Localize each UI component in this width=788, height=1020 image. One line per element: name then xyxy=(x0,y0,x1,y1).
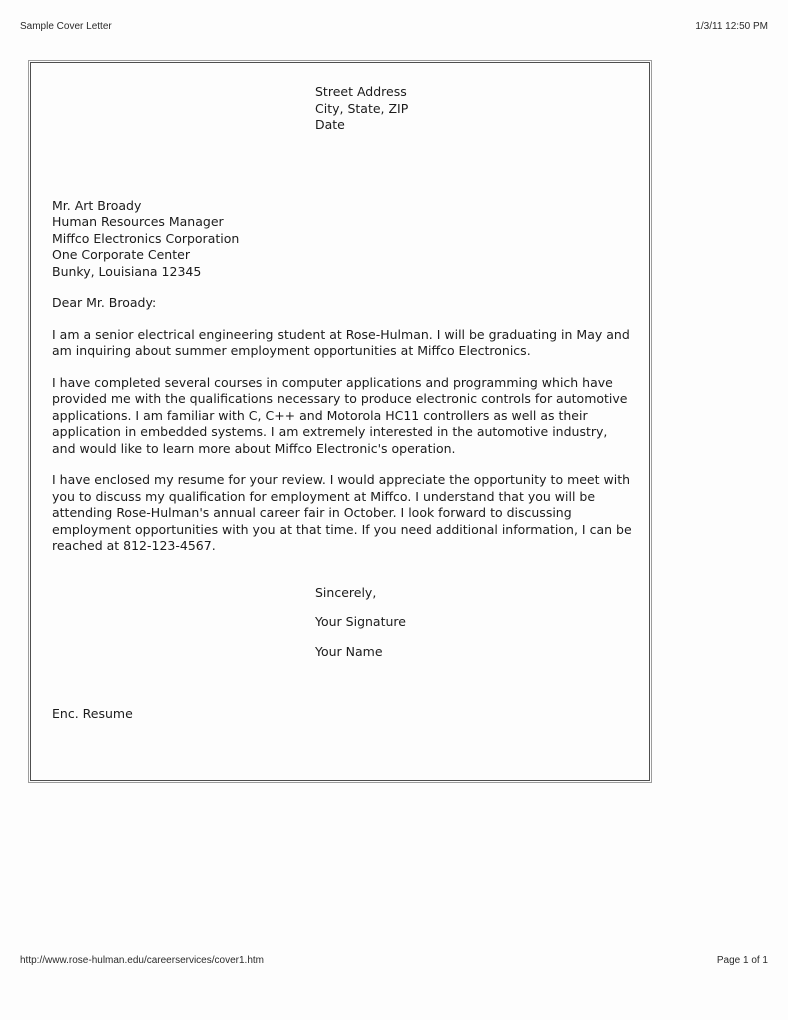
print-timestamp: 1/3/11 12:50 PM xyxy=(695,21,768,32)
body-paragraph-1: I am a senior electrical engineering student at Rose-Hulman. I will be graduating in May and am inquiring about summer employment opportunities at Miffco Electronics. xyxy=(52,326,630,358)
enclosure-note: Enc. Resume xyxy=(52,706,133,721)
print-footer xyxy=(20,955,768,966)
recipient-address-block xyxy=(52,198,632,281)
salutation: Dear Mr. Broady: xyxy=(52,295,157,310)
sender-address-line: Street Address xyxy=(315,84,407,99)
body-paragraph-2: I have completed several courses in computer applications and programming which have provided me with the qualifications necessary to produce electronic controls for automotive applications. I am familiar with C, C++ and Motorola HC11 controllers as well as their application in embedded systems. I am extremely interested in the automotive industry, and would like to learn more about Miffco Electronic's operation. xyxy=(52,374,628,456)
letter-page-frame xyxy=(28,60,652,783)
sender-address-line: City, State, ZIP xyxy=(315,100,409,116)
print-header xyxy=(20,21,768,32)
body-paragraph-3: I have enclosed my resume for your review. I would appreciate the opportunity to meet with you to discuss my qualification for employment at Miffco. I understand that you will be attending Rose-Hulman's annual career fair in October. I look forward to discussing employment opportunities with you at that time. If you need additional information, I can be reached at 812-123-4567. xyxy=(52,472,632,553)
signature-placeholder: Your Signature xyxy=(315,614,406,629)
recipient-company: Miffco Electronics Corporation xyxy=(52,230,240,246)
letter-page xyxy=(30,62,650,781)
document-title: Sample Cover Letter xyxy=(20,21,112,32)
recipient-title: Human Resources Manager xyxy=(52,214,224,229)
recipient-city: Bunky, Louisiana 12345 xyxy=(52,263,202,279)
footer-url: http://www.rose-hulman.edu/careerservices/cover1.htm xyxy=(20,955,264,966)
footer-page-number: Page 1 of 1 xyxy=(716,955,768,966)
recipient-street: One Corporate Center xyxy=(52,247,190,262)
sender-address-block xyxy=(315,84,632,134)
recipient-name: Mr. Art Broady xyxy=(52,197,142,213)
name-placeholder: Your Name xyxy=(315,643,383,659)
closing: Sincerely, xyxy=(315,584,377,600)
sender-address-line: Date xyxy=(315,117,345,132)
closing-block xyxy=(315,585,632,661)
